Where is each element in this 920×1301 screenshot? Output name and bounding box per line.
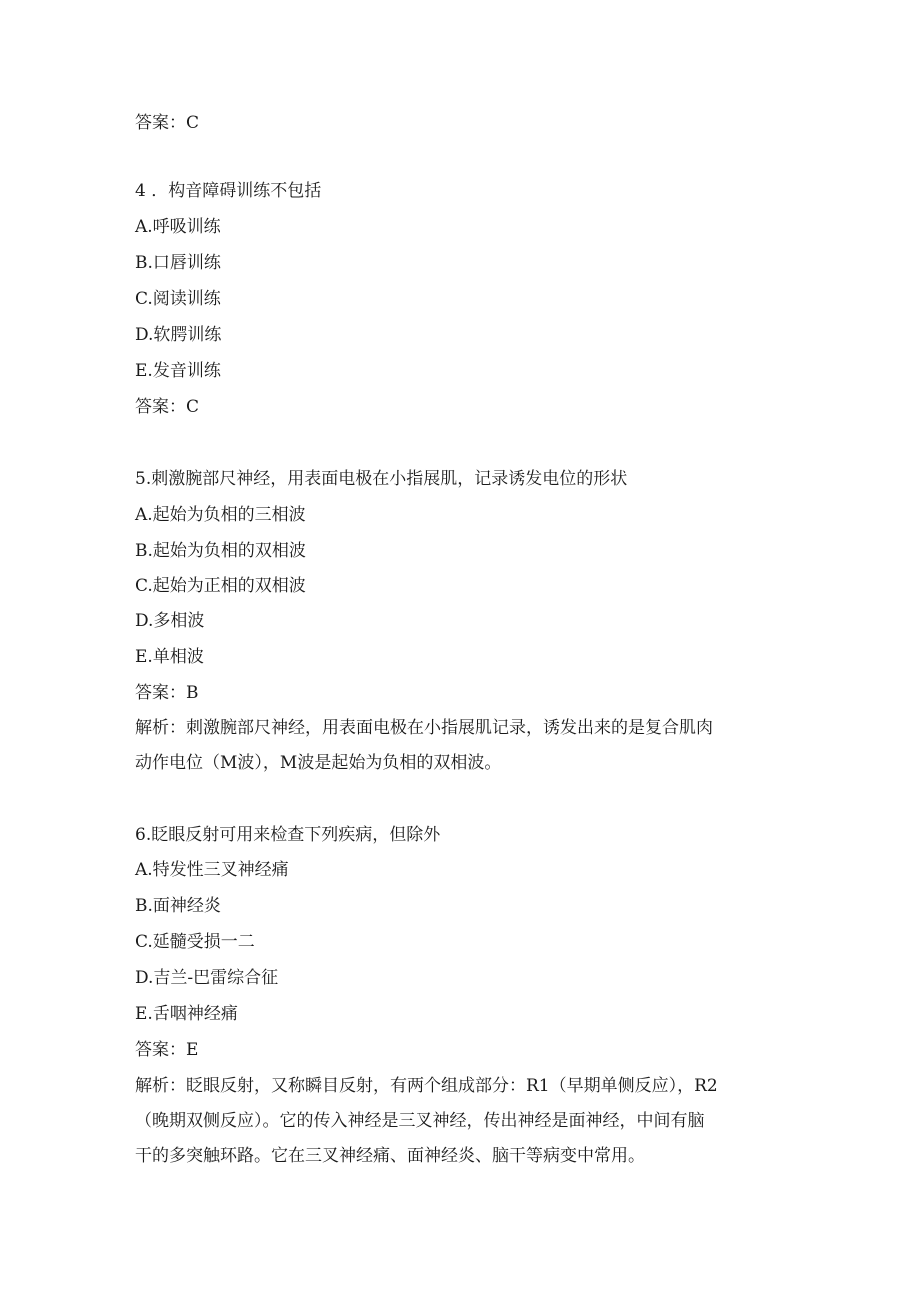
question-6-option-e: E.舌咽神经痛 <box>135 1004 238 1024</box>
question-6-option-b: B.面神经炎 <box>135 896 221 916</box>
question-4-option-b: B.口唇训练 <box>135 253 221 273</box>
question-5-option-a: A.起始为负相的三相波 <box>135 505 306 525</box>
question-4-stem: 4 ．构音障碍训练不包括 <box>135 181 322 201</box>
question-6-option-c: C.延髓受损一二 <box>135 932 255 952</box>
question-6-stem: 6.眨眼反射可用来检查下列疾病，但除外 <box>135 825 441 845</box>
question-6-analysis-line-1: 解析：眨眼反射，又称瞬目反射，有两个组成部分：R1（早期单侧反应），R2 <box>135 1076 718 1096</box>
question-4-option-c: C.阅读训练 <box>135 289 221 309</box>
question-4-option-d: D.软腭训练 <box>135 325 222 345</box>
question-6-analysis-line-3: 干的多突触环路。它在三叉神经痛、面神经炎、脑干等病变中常用。 <box>135 1146 645 1166</box>
question-6-option-a: A.特发性三叉神经痛 <box>135 860 289 880</box>
question-4-option-e: E.发音训练 <box>135 361 221 381</box>
question-5-analysis-line-1: 解析：刺激腕部尺神经，用表面电极在小指展肌记录，诱发出来的是复合肌肉 <box>135 718 713 738</box>
question-4-answer: 答案：C <box>135 397 200 417</box>
question-5-answer: 答案：B <box>135 683 199 703</box>
question-5-stem: 5.刺激腕部尺神经，用表面电极在小指展肌，记录诱发电位的形状 <box>135 469 628 489</box>
question-5-option-e: E.单相波 <box>135 647 204 667</box>
question-5-option-c: C.起始为正相的双相波 <box>135 576 306 596</box>
question-5-option-d: D.多相波 <box>135 611 205 631</box>
question-4-option-a: A.呼吸训练 <box>135 217 221 237</box>
question-6-answer: 答案：E <box>135 1040 199 1060</box>
question-5-analysis-line-2: 动作电位（M波），M波是起始为负相的双相波。 <box>135 753 502 773</box>
question-5-option-b: B.起始为负相的双相波 <box>135 541 306 561</box>
prev-question-answer: 答案：C <box>135 113 200 133</box>
question-6-analysis-line-2: （晚期双侧反应）。它的传入神经是三叉神经，传出神经是面神经，中间有脑 <box>135 1111 705 1131</box>
question-6-option-d: D.吉兰-巴雷综合征 <box>135 968 279 988</box>
